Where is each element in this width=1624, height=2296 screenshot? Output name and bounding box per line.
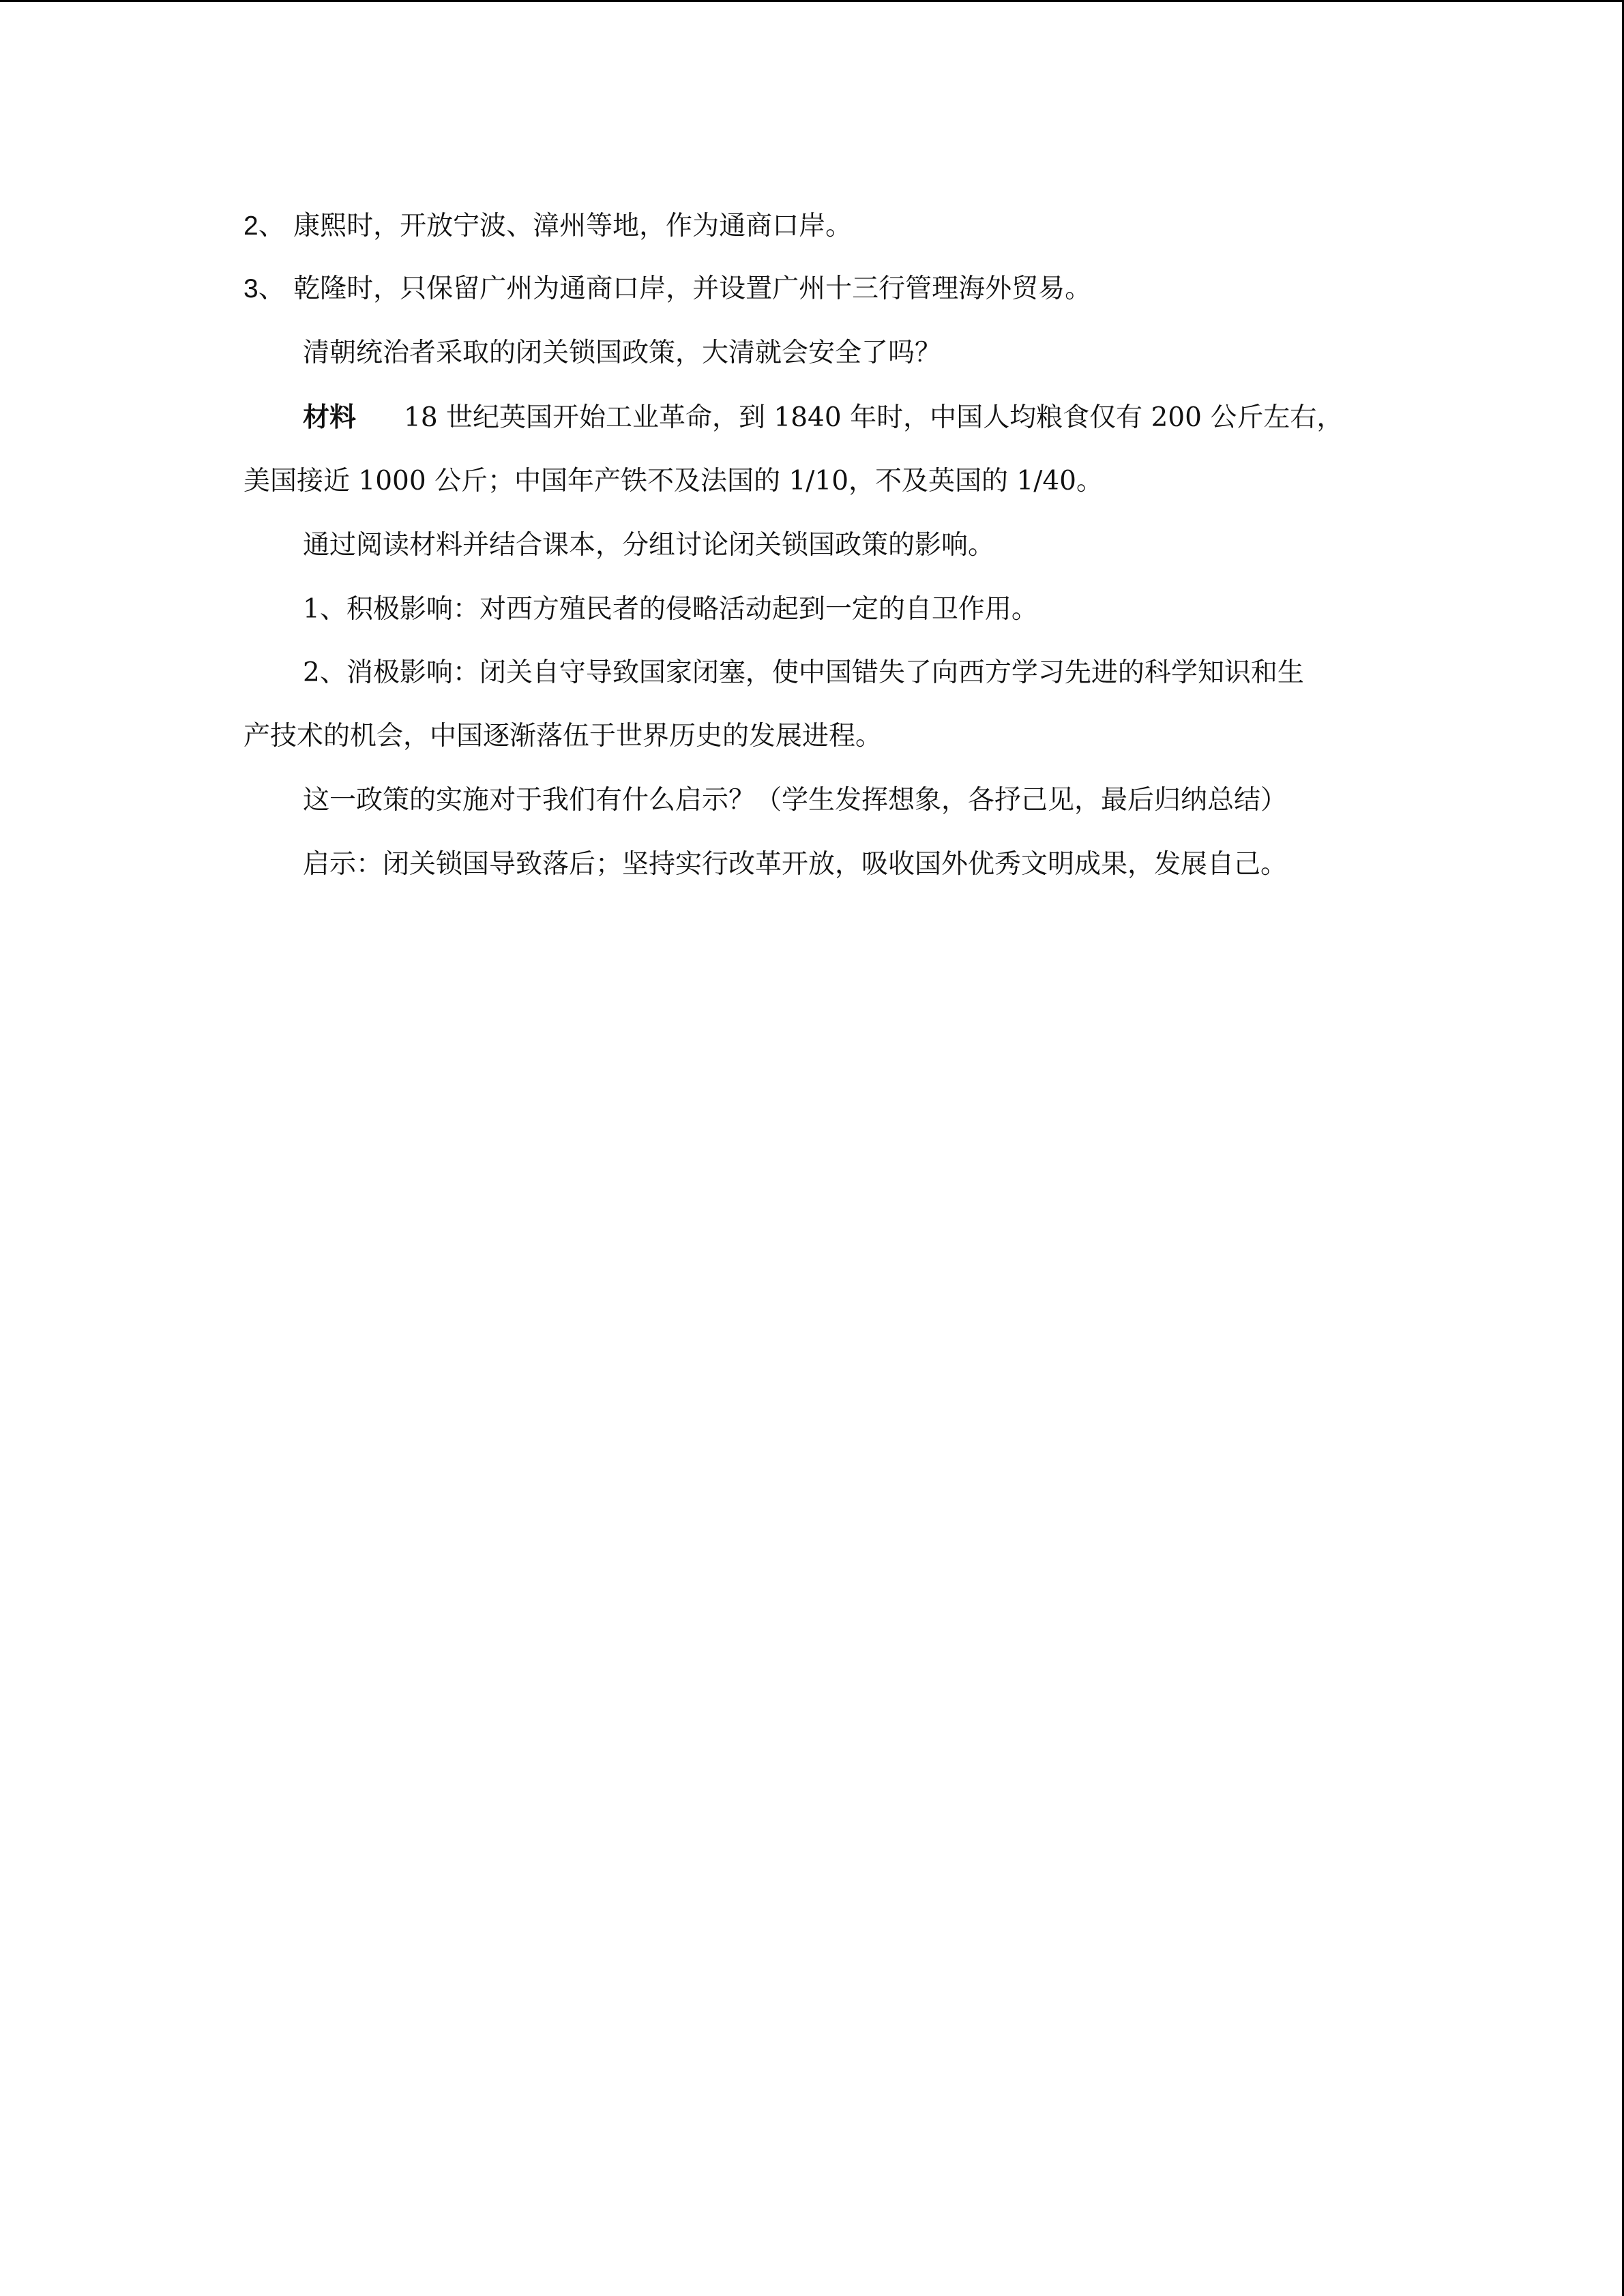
negative-impact-line-2: 产技术的机会，中国逐渐落伍于世界历史的发展进程。 — [243, 721, 883, 751]
lesson-conclusion: 启示：闭关锁国导致落后；坚持实行改革开放，吸收国外优秀文明成果，发展自己。 — [303, 849, 1288, 880]
material-paragraph-line-1 — [303, 400, 1343, 436]
question-paragraph: 清朝统治者采取的闭关锁国政策，大清就会安全了吗？ — [303, 338, 942, 368]
material-paragraph-line-2: 美国接近 1000 公斤；中国年产铁不及法国的 1/10，不及英国的 1/40。 — [243, 466, 1103, 496]
reflection-question: 这一政策的实施对于我们有什么启示？（学生发挥想象，各抒己见，最后归纳总结） — [303, 785, 1288, 816]
material-label: 材料 — [303, 402, 357, 433]
negative-impact-line-1: 2、消极影响：闭关自守导致国家闭塞，使中国错失了向西方学习先进的科学知识和生 — [303, 657, 1304, 688]
positive-impact: 1、积极影响：对西方殖民者的侵略活动起到一定的自卫作用。 — [303, 594, 1038, 625]
page-top-border — [0, 0, 1624, 2]
list-text: 乾隆时，只保留广州为通商口岸，并设置广州十三行管理海外贸易。 — [284, 273, 1092, 304]
list-item-qianlong — [243, 271, 1091, 307]
discussion-prompt: 通过阅读材料并结合课本，分组讨论闭关锁国政策的影响。 — [303, 530, 995, 561]
material-text: 18 世纪英国开始工业革命，到 1840 年时，中国人均粮食仅有 200 公斤左右， — [404, 402, 1344, 433]
list-number: 3、 — [243, 274, 285, 303]
list-number: 2、 — [243, 211, 285, 241]
list-text: 康熙时，开放宁波、漳州等地，作为通商口岸。 — [284, 211, 853, 241]
list-item-kangxi — [243, 209, 852, 244]
